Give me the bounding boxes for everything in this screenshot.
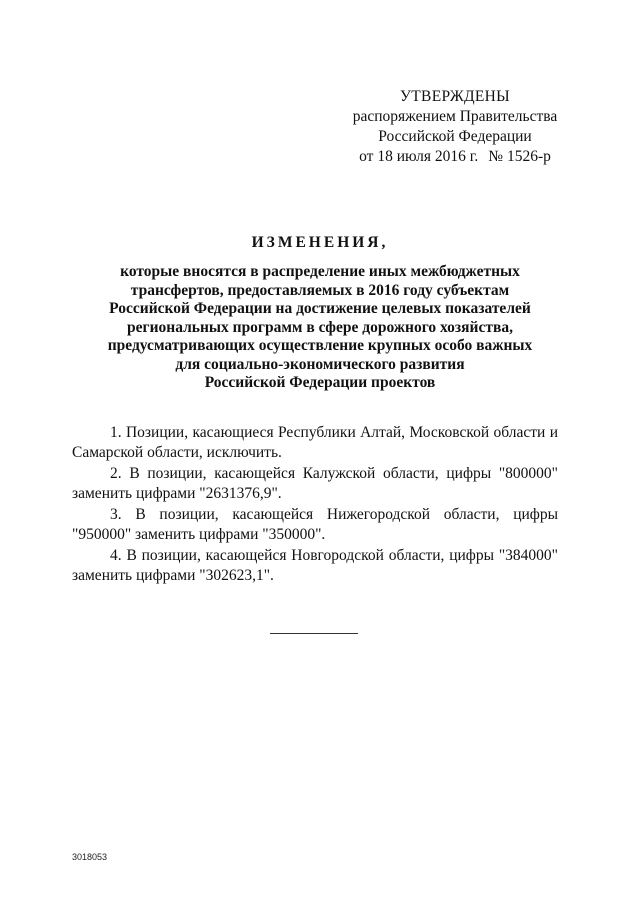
approval-date: от 18 июля 2016 г. — [359, 148, 479, 165]
subtitle-line: региональных программ в сфере дорожного хозяйства, — [127, 318, 513, 336]
approval-date-line — [330, 147, 580, 167]
subtitle-line: для социально-экономического развития — [175, 355, 465, 373]
document-code: 3018053 — [72, 852, 108, 862]
subtitle-line: которые вносятся в распределение иных межбюджетных — [120, 263, 520, 280]
document-subtitle — [60, 263, 580, 393]
amendment-item: 2. В позиции, касающейся Калужской области, цифры "800000" заменить цифрами "2631376,9". — [72, 465, 558, 502]
amendment-list — [72, 423, 558, 586]
approval-number: № 1526-р — [488, 148, 551, 165]
approval-stamp — [330, 87, 580, 167]
subtitle-line: Российской Федерации проектов — [204, 374, 436, 391]
subtitle-line: Российской Федерации на достижение целевых показателей — [109, 300, 531, 317]
subtitle-line: трансфертов, предоставляемых в 2016 году субъектам — [130, 281, 510, 299]
amendment-item: 4. В позиции, касающейся Новгородской области, цифры "384000" заменить цифрами "302623,1". — [72, 547, 558, 584]
end-divider — [270, 633, 358, 634]
approval-heading: УТВЕРЖДЕНЫ — [400, 88, 510, 105]
document-title: ИЗМЕНЕНИЯ, — [251, 234, 389, 251]
approval-line-2: Российской Федерации — [378, 128, 532, 145]
approval-line-1: распоряжением Правительства — [352, 108, 558, 125]
amendment-item: 3. В позиции, касающейся Нижегородской области, цифры "950000" заменить цифрами "350000". — [72, 506, 558, 543]
amendment-item: 1. Позиции, касающиеся Республики Алтай, Московской области и Самарской области, исключить. — [72, 424, 558, 461]
subtitle-line: предусматривающих осуществление крупных особо важных — [107, 337, 533, 354]
